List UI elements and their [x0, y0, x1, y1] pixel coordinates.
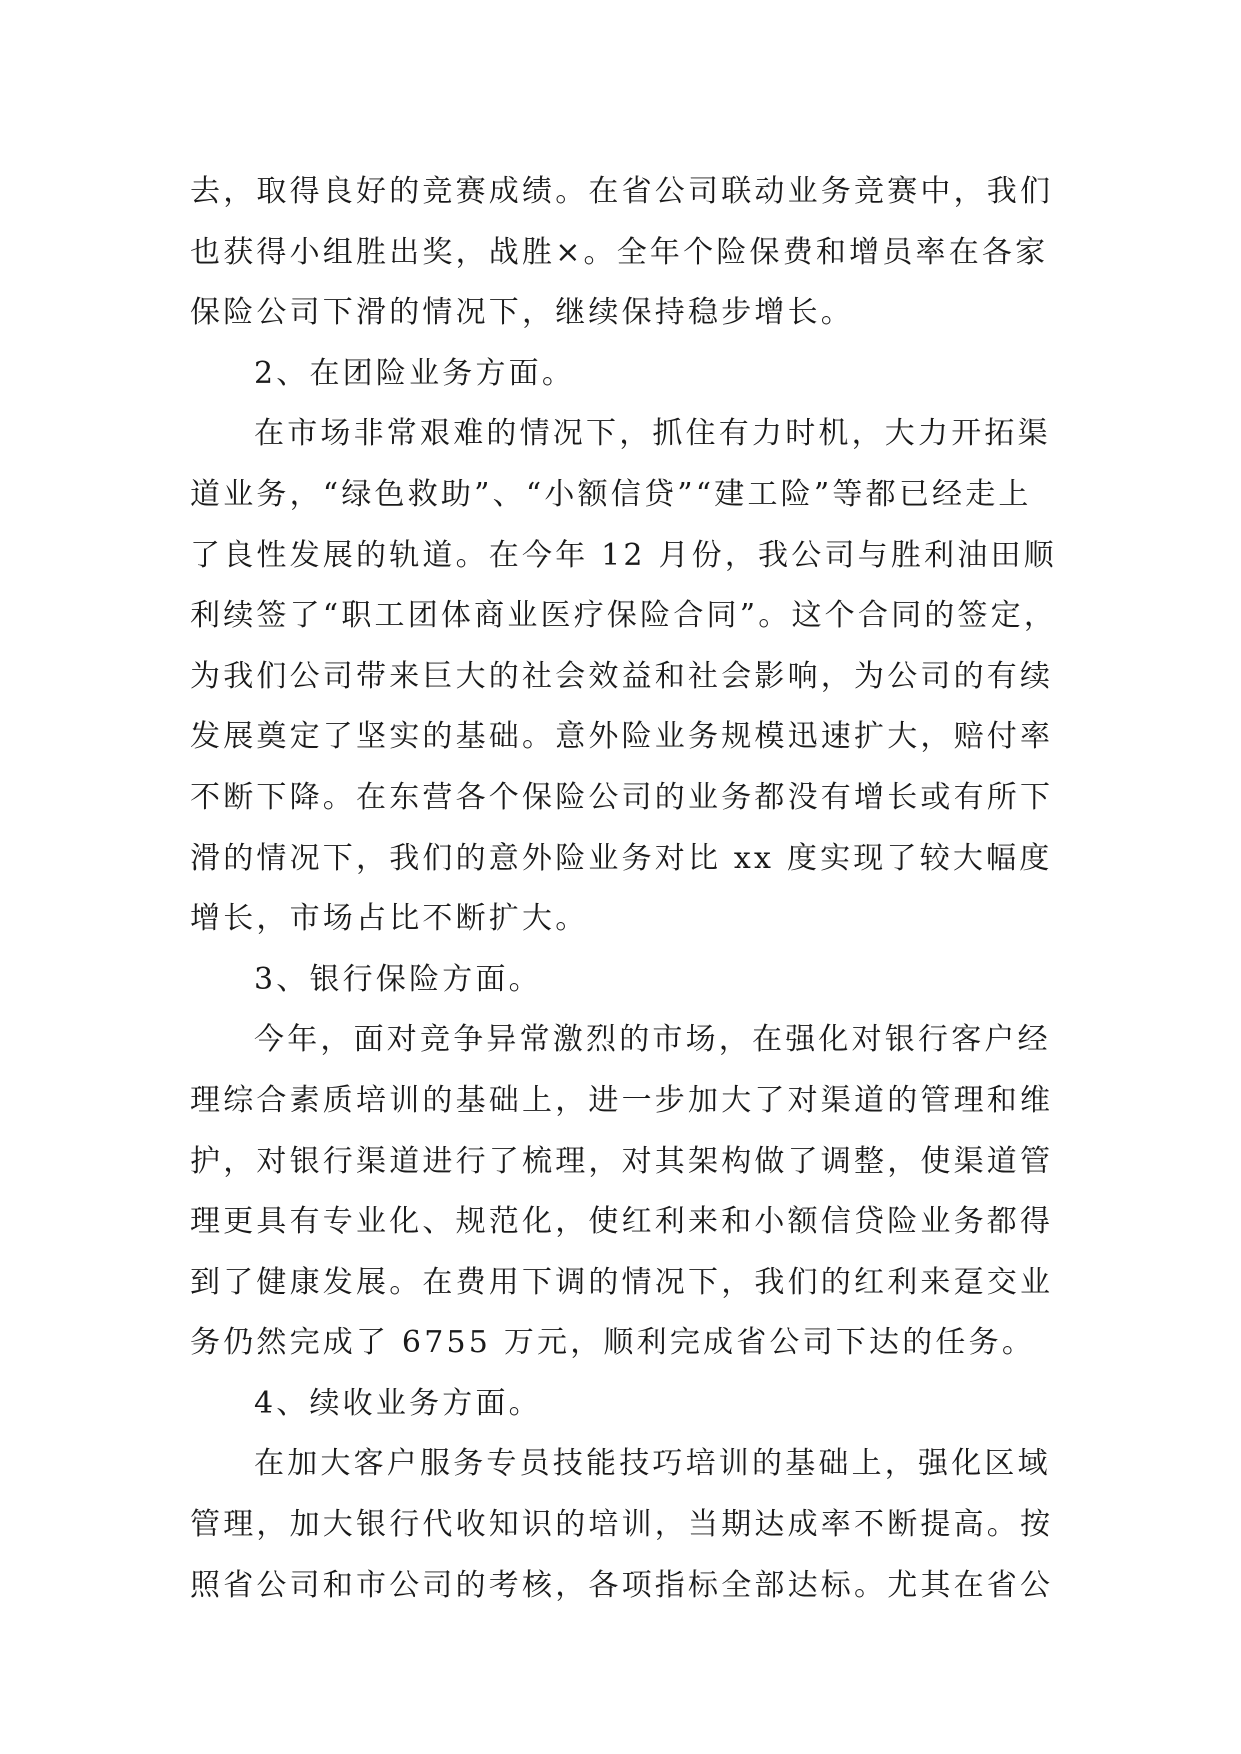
text-line: 3、银行保险方面。 — [254, 961, 542, 997]
text-line: 理综合素质培训的基础上，进一步加大了对渠道的管理和维 — [190, 1082, 1054, 1118]
text-line: 务仍然完成了 6755 万元，顺利完成省公司下达的任务。 — [190, 1325, 1036, 1361]
text-line: 了良性发展的轨道。在今年 12 月份，我公司与胜利油田顺 — [190, 537, 1057, 573]
text-line: 也获得小组胜出奖，战胜×。全年个险保费和增员率在各家 — [190, 234, 1049, 270]
text-line: 在加大客户服务专员技能技巧培训的基础上，强化区域 — [254, 1446, 1051, 1482]
text-line: 滑的情况下，我们的意外险业务对比 xx 度实现了较大幅度 — [190, 840, 1053, 876]
text-line: 去，取得良好的竞赛成绩。在省公司联动业务竞赛中，我们 — [190, 174, 1054, 209]
text-line: 发展奠定了坚实的基础。意外险业务规模迅速扩大，赔付率 — [190, 719, 1054, 755]
text-line: 不断下降。在东营各个保险公司的业务都没有增长或有所下 — [190, 779, 1054, 815]
text-line: 道业务，“绿色救助”、“小额信贷”“建工险”等都已经走上 — [190, 476, 1032, 512]
text-line: 管理，加大银行代收知识的培训，当期达成率不断提高。按 — [190, 1507, 1054, 1543]
text-line: 保险公司下滑的情况下，继续保持稳步增长。 — [190, 295, 854, 331]
text-line: 为我们公司带来巨大的社会效益和社会影响，为公司的有续 — [190, 658, 1054, 694]
text-line: 增长，市场占比不断扩大。 — [190, 901, 589, 937]
text-line: 利续签了“职工团体商业医疗保险合同”。这个合同的签定， — [190, 598, 1058, 634]
text-line: 4、续收业务方面。 — [254, 1385, 542, 1421]
text-line: 在市场非常艰难的情况下，抓住有力时机，大力开拓渠 — [254, 416, 1051, 452]
text-line: 理更具有专业化、规范化，使红利来和小额信贷险业务都得 — [190, 1204, 1054, 1240]
text-line: 照省公司和市公司的考核，各项指标全部达标。尤其在省公 — [190, 1567, 1054, 1603]
document-body — [190, 162, 1058, 1616]
text-line: 护，对银行渠道进行了梳理，对其架构做了调整，使渠道管 — [190, 1143, 1054, 1179]
text-line: 2、在团险业务方面。 — [254, 355, 576, 391]
text-line: 到了健康发展。在费用下调的情况下，我们的红利来趸交业 — [190, 1264, 1054, 1300]
text-line: 今年，面对竞争异常激烈的市场，在强化对银行客户经 — [254, 1022, 1051, 1058]
